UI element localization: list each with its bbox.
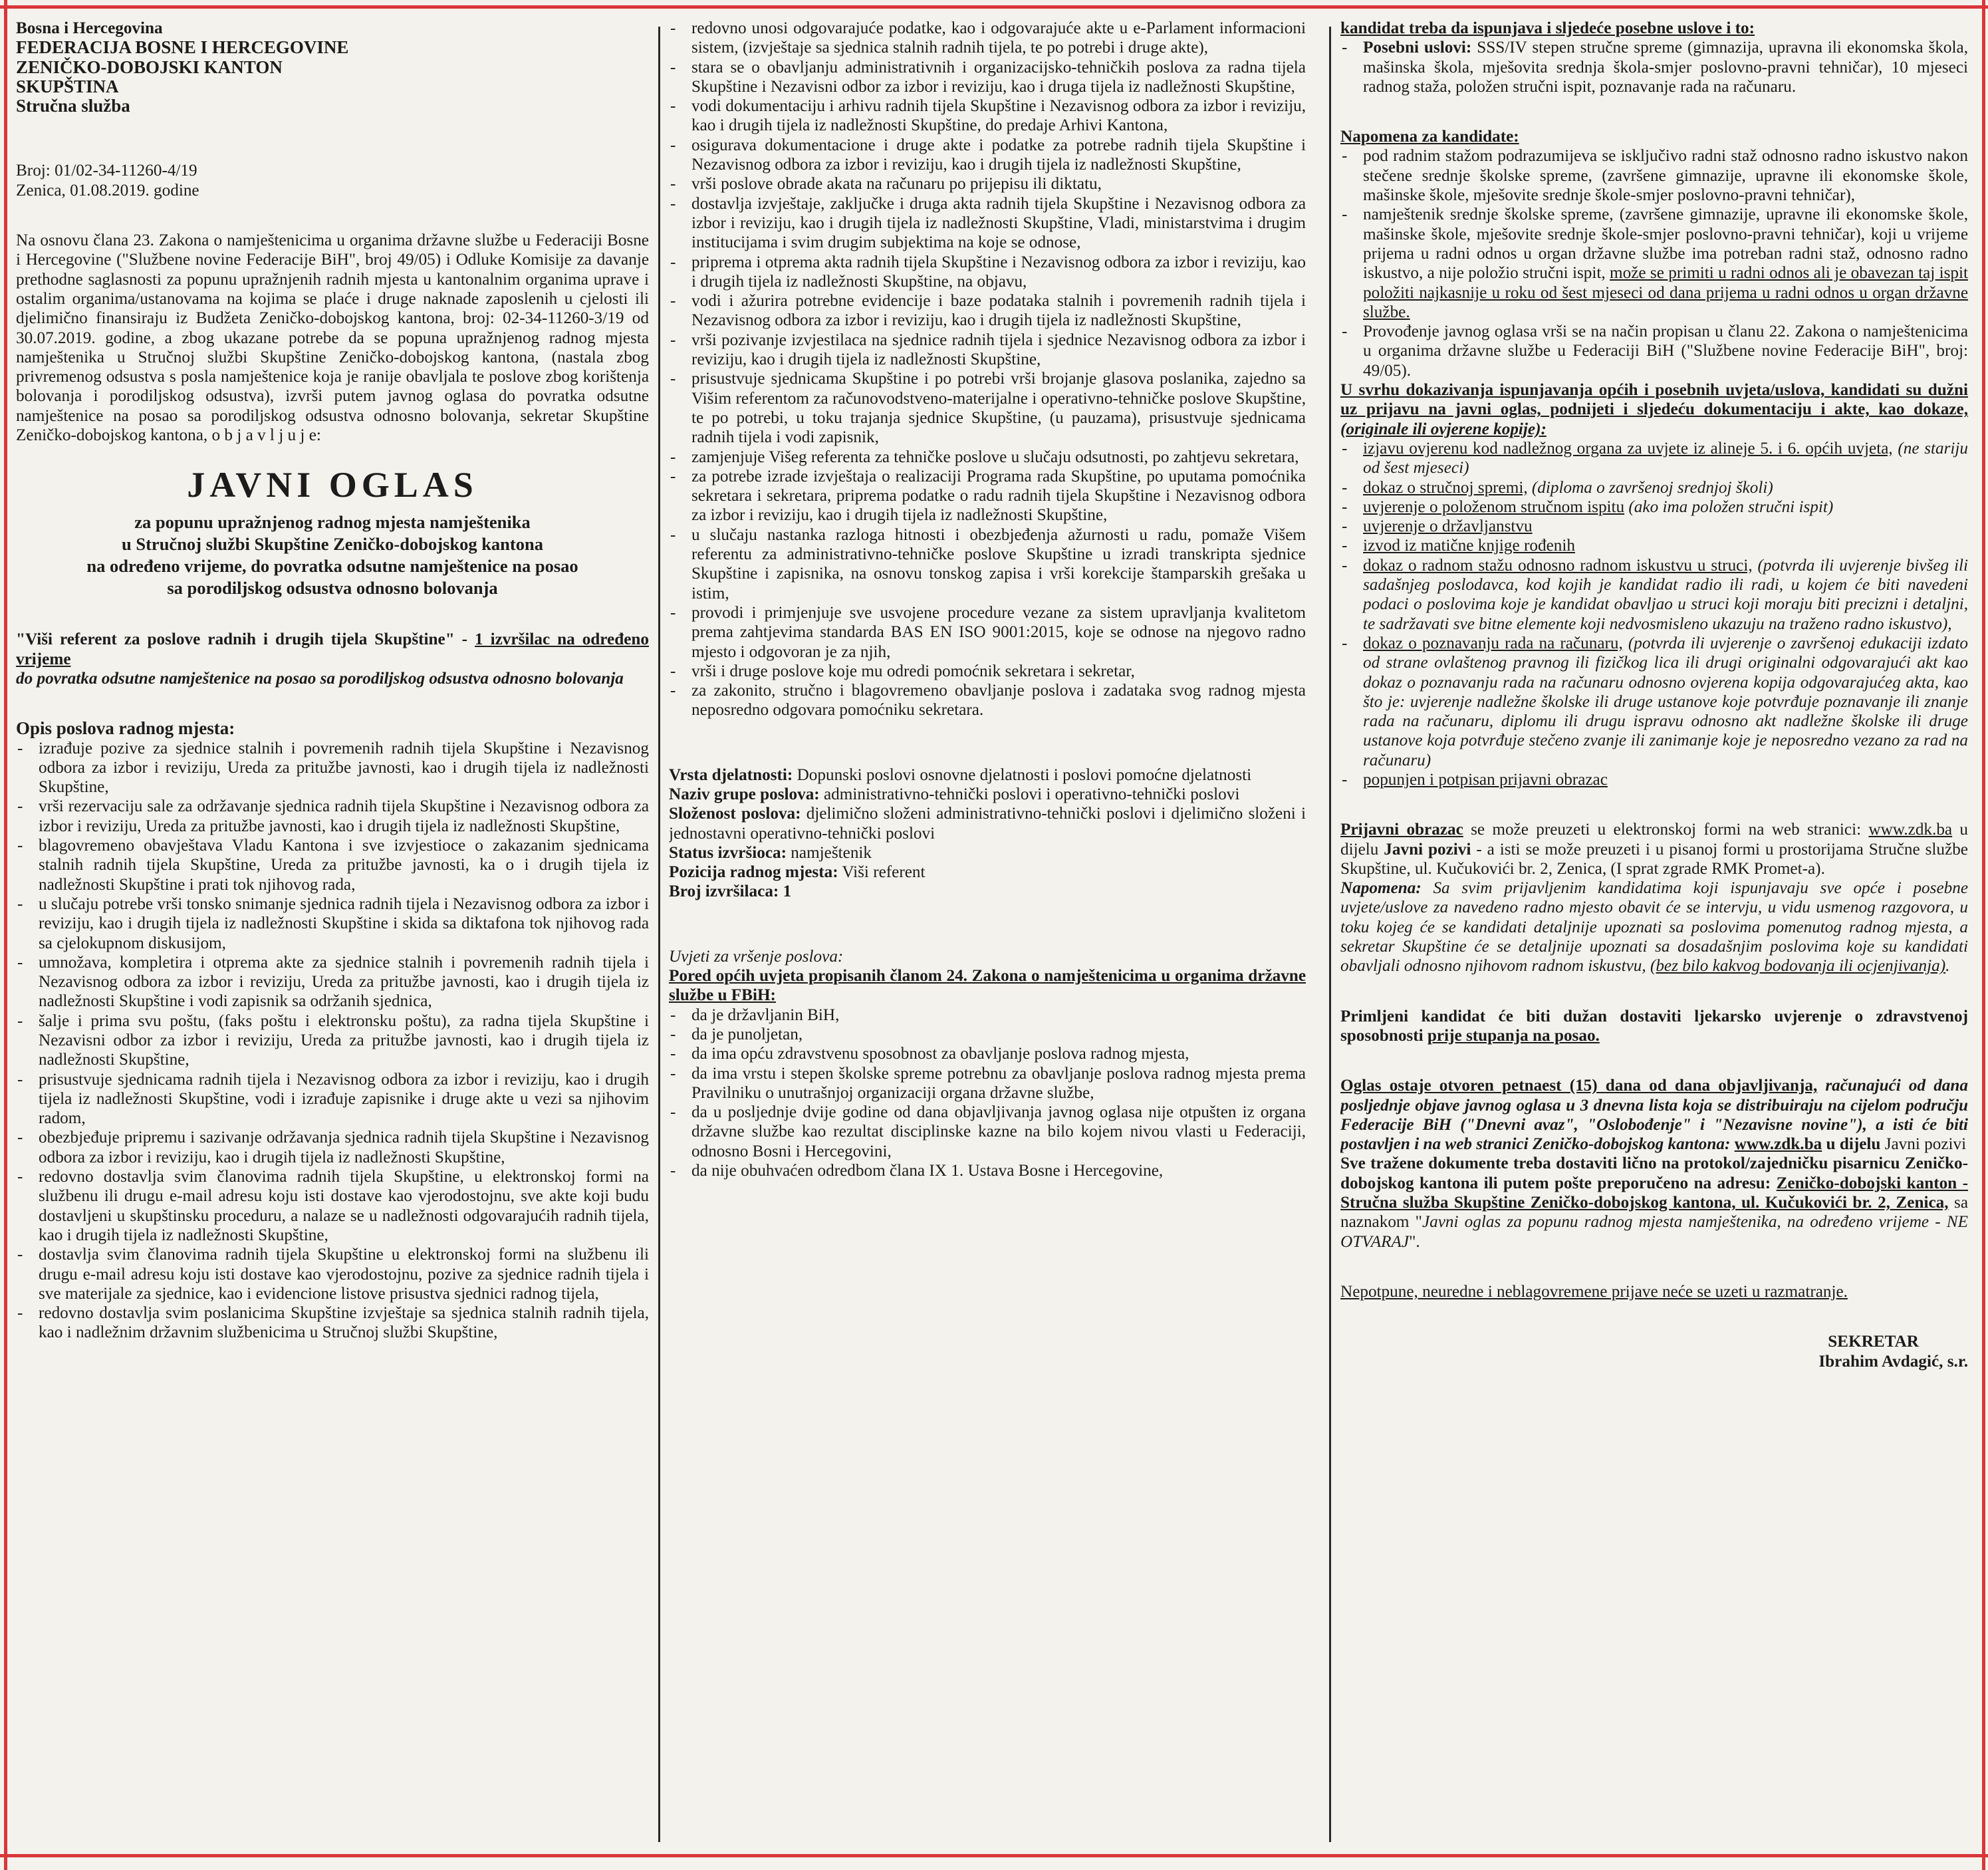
interview-note [1340,878,1968,976]
duty-item: - u slučaju potrebe vrši tonsko snimanje sjednica radnih tijela i Nezavisnog odbora za izbor i reviziju, kao i drugih tijela iz nadležnosti Skupštine i skida sa diktafona tok njihovog rada sa cjelokupnom diskusijom, [16,894,649,953]
detail-row [669,804,1306,843]
duty-item: - provodi i primjenjuje sve usvojene procedure vezane za sistem upravljanja kvalitetom prema zahtjevima standarda BAS EN ISO 9001:2015, koje se odnose na njegovo radno mjesto i odgovoran je za njih, [669,603,1306,662]
duty-item: - prisustvuje sjednicama radnih tijela i Nezavisnog odbora za izbor i reviziju, kao i drugih tijela iz nadležnosti Skupštine, vodi i izrađuje zapisnike i druge akte u vezi sa njihovim radom, [16,1070,649,1129]
document-name: dokaz o radnom stažu odnosno radnom iskustvu u struci, [1363,556,1753,575]
interview-note-underlined: (bez bilo kakvog bodovanja ili ocjenjivanja) [1650,957,1946,976]
detail-value: djelimično složeni administrativno-tehnički poslovi i djelimično složeni i jednostavni operativno-tehnički poslovi [669,805,1306,843]
document-note: (ako ima položen stručni ispit) [1624,497,1834,516]
application-form-paragraph [1340,820,1968,878]
condition-item: - da je punoljetan, [669,1025,1306,1044]
header-line: FEDERACIJA BOSNE I HERCEGOVINE [16,37,349,58]
special-conditions-list [1340,38,1968,96]
duty-item: - za potrebe izrade izvještaja o realizaciji Programa rada Skupštine, po uputama pomoćnika sekretara i sekretara, priprema podatke o radu radnih tijela Skupštine i Nezavisnog odbora za izbor i reviziju, kao i drugih tijela iz nadležnosti Skupštine, [669,467,1306,525]
duty-item: - umnožava, kompletira i otprema akte za sjednice stalnih i povremenih radnih tijela i Nezavisnog odbora za izbor i reviziju, Ureda za pritužbe javnosti, kao i drugih tijela iz nadležnosti Skupštine i vodi zapisnik sa održanih sjednica, [16,953,649,1011]
general-conditions-list [669,1005,1306,1181]
duty-item: - redovno dostavlja svim poslanicima Skupštine izvještaje sa sjednica stalnih radnih tijela, kao i nadležnim državnim službenicima u Stručnoj službi Skupštine, [16,1303,649,1343]
duty-item: - dostavlja svim članovima radnih tijela Skupštine u elektronskoj formi na službenu ili drugu e-mail adresu koju isti dostave kao vjerodostojnu, pozive za sjednice radnih tijela i sve materijale za sjednice, kao i evidencione listove prisustva sjednici radnog tijela, [16,1245,649,1303]
application-form-label: Prijavni obrazac [1340,821,1463,839]
special-conditions-heading: kandidat treba da ispunjava i sljedeće posebne uslove i to: [1340,19,1755,37]
red-border-right [1982,0,1985,1870]
submission-text: sa naznakom " [1340,1194,1968,1232]
duty-item: - priprema i otprema akta radnih tijela Skupštine i Nezavisnog odbora za izbor i reviziju, kao i drugih tijela iz nadležnosti Skupštine, na objavu, [669,253,1306,292]
section-name: Javni pozivi [1384,840,1471,859]
red-border-bottom [0,1854,1988,1857]
detail-row [669,882,1306,901]
website-link[interactable]: www.zdk.ba [1868,821,1953,839]
document-item [1340,497,1968,517]
document-item [1340,439,1968,478]
documents-heading-italic: (originale ili ovjerene kopije): [1340,420,1547,438]
documents-heading [1340,380,1968,439]
document-item [1340,536,1968,555]
note-text: namještenik srednje školske spreme, (završene gimnazije, upravne ili ekonomske škole, mašinske škole, mješovite srednje škole-smjer poslovno-pravni tehničar), koji u vrijeme prijema u radni odnos u organ državne službe ima potreban radni staž, odnosno radno iskustvo, a nije položio stručni ispit, [1363,205,1968,283]
column-2 [669,19,1306,1841]
note-obligation: može se primiti u radni odnos ali je obavezan taj ispit položiti najkasnije u roku od šest mjeseci od dana prijema u radni odnos u organ državne službe. [1363,264,1968,321]
header-line: Stručna služba [16,96,130,116]
note-item: - pod radnim stažom podrazumijeva se isključivo radni staž odnosno radno iskustvo nakon stečene srednje školske spreme, (završene gimnazije, upravne ili ekonomske škole, mašinske škole, mješovite srednje škole-smjer poslovno-pravni tehničar), [1340,146,1968,205]
documents-heading-text: U svrhu dokazivanja ispunjavanja općih i posebnih uvjeta/uslova, kandidati su dužni uz prijavu na javni oglas, podnijeti i sljedeću dokumentaciju i akte, kao dokaze, [1340,381,1968,419]
detail-value: administrativno-tehnički poslovi i operativno-tehnički poslovi [819,785,1240,803]
duty-item: - osigurava dokumentacione i druge akte i podatke za potrebe radnih tijela Skupštine i Nezavisnog odbora za izbor i reviziju, kao i drugih tijela iz nadležnosti Skupštine, [669,136,1306,175]
header-line: SKUPŠTINA [16,76,119,96]
duty-item: - vrši poslove obrade akata na računaru po prijepisu ili diktatu, [669,174,1306,194]
detail-row [669,765,1306,785]
document-item [1340,556,1968,634]
condition-item: - da ima opću zdravstvenu sposobnost za obavljanje poslova radnog mjesta, [669,1044,1306,1063]
submission-text: Sve tražene dokumente treba dostaviti lično na protokol/zajedničku pisarnicu Zeničko-dobojskog kantona ili putem pošte preporučeno na adresu: [1340,1154,1968,1192]
submission-end: ". [1409,1232,1420,1251]
duty-item: - izrađuje pozive za sjednice stalnih i povremenih radnih tijela Skupštine i Nezavisnog odbora za izbor i reviziju, Ureda za pritužbe javnosti, kao i drugih tijela iz nadležnosti Skupštine, [16,739,649,797]
application-form-text: se može preuzeti u elektronskoj formi na web stranici: [1463,821,1869,839]
note-item: - Provođenje javnog oglasa vrši se na način propisan u članu 22. Zakona o namještenicima u organima državne službe u Federaciji BiH ("Službene novine Federacije BiH", broj: 49/05). [1340,322,1968,380]
duty-item: - redovno dostavlja svim članovima radnih tijela Skupštine, u elektronskoj formi na službenu ili drugu e-mail adresu koju isti dostave kao vjerodostojnu, sve akte koji budu dostavljeni u skupštinsku proceduru, a nalaze se u nadležnosti odgovarajućih radnih tijela, kao i drugih tijela iz nadležnosti Skupštine, [16,1167,649,1245]
document-note: (potvrda ili uvjerenje o završenoj edukaciji izdato od strane ovlaštenog pravnog ili fizičkog lica ili drugi originalni odgovarajući akt kao dokaz o poznavanju rada na računaru odnosno ovjerena kopija odgovarajućeg akta, kao što je: uvjerenje nadležne školske ili druge ustanove koje potvrđuje poznavanje ili znanje rada na računaru, diplomu ili drugu ispravu odnosno akt nadležne školske ili druge ustanove koja potvrđuje stečeno zvanje ili zanimanje koje je neposredno vezano za rad na računaru) [1363,634,1968,769]
candidate-notes-heading: Napomena za kandidate: [1340,128,1519,146]
position-count: 1 izvršilac na određeno vrijeme [16,630,649,668]
interview-note-end: . [1945,957,1950,976]
submission-address: Zeničko-dobojski kanton - Stručna služba Skupštine Zeničko-dobojskog kantona, ul. Kučukovići br. 2, Zenica, [1340,1174,1968,1212]
submission-paragraph [1340,1154,1968,1251]
document-note: (diploma o završenoj srednjoj školi) [1527,478,1773,497]
duty-item: - vodi i ažurira potrebne evidencije i baze podataka stalnih i povremenih radnih tijela i Nezavisnog odbora za izbor i reviziju, kao i drugih tijela iz nadležnosti Skupštine, [669,291,1306,331]
duties-list-1 [16,739,649,1343]
condition-item: - da u posljednje dvije godine od dana objavljivanja javnog oglasa nije otpušten iz organa državne službe kao rezultat disciplinske kazne na bilo kojem nivou vlasti u Federaciji, odnosno Bosni i Hercegovini, [669,1103,1306,1161]
detail-row [669,843,1306,863]
signature-name: Ibrahim Avdagić, s.r. [1818,1352,1968,1371]
red-border-left [4,0,7,1870]
notice-subtitle: za popunu upražnjenog radnog mjesta namještenika [134,512,531,533]
deadline-text: u dijelu [1822,1135,1885,1154]
duty-item: - vrši i druge poslove koje mu odredi pomoćnik sekretara i sekretar, [669,662,1306,681]
detail-label: Složenost poslova: [669,805,801,823]
document-item [1340,478,1968,497]
website-link[interactable]: www.zdk.ba [1734,1135,1822,1154]
duty-item: - vodi dokumentaciju i arhivu radnih tijela Skupštine i Nezavisnog odbora za izbor i reviziju, kao i drugih tijela iz nadležnosti Skupštine, do predaje Arhivi Kantona, [669,96,1306,136]
position-title [16,630,649,669]
special-condition-label: Posebni uslovi: [1363,39,1472,57]
detail-label: Naziv grupe poslova: [669,785,820,803]
detail-value: Viši referent [838,863,926,882]
duties-heading: Opis poslova radnog mjesta: [16,718,235,739]
document-name: izjavu ovjerenu kod nadležnog organa za uvjete iz alineje 5. i 6. općih uvjeta, [1363,439,1893,458]
duties-list-2 [669,19,1306,720]
detail-label: Status izvršioca: [669,843,787,862]
medical-certificate-paragraph [1340,1007,1968,1046]
application-form-text: - a isti se može preuzeti i u pisanoj formi u prostorijama Stručne službe Skupštine, ul. Kučukovići br. 2, Zenica, (I sprat zgrade RMK Promet-a). [1340,840,1968,878]
note-item [1340,205,1968,322]
duty-item: - vrši pozivanje izvjestilaca na sjednice radnih tijela i sjednice Nezavisnog odbora za izbor i reviziju, kao i drugih tijela iz nadležnosti Skupštine, [669,331,1306,370]
document-name: dokaz o poznavanju rada na računaru, [1363,634,1623,652]
document-name: uvjerenje o državljanstvu [1363,517,1533,536]
detail-row [669,785,1306,804]
documents-list [1340,439,1968,789]
section-name: Javni pozivi [1884,1135,1967,1154]
condition-item: - da je državljanin BiH, [669,1005,1306,1025]
duty-item: - dostavlja izvještaje, zaključke i druga akta radnih tijela Skupštine i Nezavisnog odbora za izbor i reviziju, kao i drugih tijela iz nadležnosti Skupštine, Vladi, ministarstvima i drugim institucijama i svim drugim subjektima na koje se odnose, [669,194,1306,253]
detail-value: Dopunski poslovi osnovne djelatnosti i poslovi pomoćne djelatnosti [793,765,1252,784]
signature-title: SEKRETAR [1828,1333,1919,1351]
condition-item: - da nije obuhvaćen odredbom člana IX 1. Ustava Bosne i Hercegovine, [669,1161,1306,1180]
detail-label: Vrsta djelatnosti: [669,765,793,784]
notice-title: JAVNI OGLAS [187,465,478,505]
deadline-paragraph [1340,1076,1968,1154]
incomplete-applications-note: Nepotpune, neuredne i neblagovremene prijave neće se uzeti u razmatranje. [1340,1282,1848,1301]
column-divider-2 [1329,27,1331,1842]
duty-item: - za zakonito, stručno i blagovremeno obavljanje poslova i zadataka svog radnog mjesta neposredno odgovara pomoćniku sekretara. [669,681,1306,720]
duty-item: - obezbjeđuje pripremu i sazivanje održavanja sjednica radnih tijela Skupštine i Nezavisnog odbora za izbor i reviziju, kao i drugih tijela iz nadležnosti Skupštine, [16,1128,649,1167]
document-name: izvod iz matične knjige rođenih [1363,537,1575,555]
column-3 [1340,19,1968,1841]
detail-label: Broj izvršilaca: 1 [669,882,792,901]
special-condition-text: SSS/IV stepen stručne spreme (gimnazija, upravna ili ekonomska škola, mašinska škola, mješovita srednja škola-smjer poslovno-pravni tehničar), 10 mjeseci radnog staža, položen stručni ispit, poznavanje rada na računaru. [1363,39,1968,96]
general-conditions-intro: Pored općih uvjeta propisanih članom 24. Zakona o namještenicima u organima državne službe u FBiH: [669,967,1306,1005]
duty-item: - redovno unosi odgovarajuće podatke, kao i odgovarajuće akte u e-Parlament informacioni sistem, (izvještaje sa sjednica stalnih radnih tijela, te po potrebi i druge akte), [669,19,1306,58]
notice-subtitle: sa porodiljskog odsustva odnosno bolovanja [167,578,498,599]
detail-value: namještenik [787,843,872,862]
position-note: do povratka odsutne namještenice na posao sa porodiljskog odsustva odnosno bolovanja [16,669,624,688]
column-divider-1 [658,27,660,1842]
deadline-underlined: Oglas ostaje otvoren petnaest (15) dana od dana objavljivanja, [1340,1077,1818,1095]
application-form-text: u dijelu [1340,821,1968,859]
duty-item: - stara se o obavljanju administrativnih i organizacijsko-tehničkih poslova za radna tijela Skupštine i Nezavisni odbor za izbor i reviziju, kao i druga tijela iz nadležnosti Skupštine, [669,58,1306,97]
red-border-top [0,5,1988,9]
notice-subtitle: u Stručnoj službi Skupštine Zeničko-dobojskog kantona [122,534,543,555]
document-number: Broj: 01/02-34-11260-4/19 [16,162,197,180]
document-item [1340,634,1968,770]
position-name: "Viši referent za poslove radnih i drugih tijela Skupštine" - [16,630,475,649]
header-line: ZENIČKO-DOBOJSKI KANTON [16,57,283,77]
interview-note-label: Napomena: [1340,879,1422,898]
notice-subtitle: na određeno vrijeme, do povratka odsutne namještenice na posao [86,556,578,577]
deadline-text: računajući od dana posljednje objave javnog oglasa u 3 dnevna lista koja se distribuiraju na cijelom području Federacije BiH ("Dnevni avaz", "Oslobođenje" i "Nezavisne novine"), a isti će biti postavljen i na web stranici Zeničko-dobojskog kantona: [1340,1077,1968,1154]
duty-item: - zamjenjuje Višeg referenta za tehničke poslove u slučaju odsutnosti, po zahtjevu sekretara, [669,448,1306,467]
medical-text: Primljeni kandidat će biti dužan dostaviti ljekarsko uvjerenje o zdravstvenoj sposobnosti [1340,1007,1968,1045]
duty-item: - blagovremeno obavještava Vladu Kantona i sve izvjestioce o zakazanim sjednicama stalnih radnih tijela Skupštine, Ureda za pritužbe javnosti, ka o i drugih tijela iz nadležnosti Skupštine i prati tok njihovog rada, [16,836,649,894]
duty-item: - vrši rezervaciju sale za održavanje sjednica radnih tijela Skupštine i Nezavisnog odbora za izbor i reviziju, Ureda za pritužbe javnosti, kao i drugih tijela iz nadležnosti Skupštine, [16,797,649,836]
duty-item: - prisustvuje sjednicama Skupštine i po potrebi vrši brojanje glasova poslanika, zajedno sa Višim referentom za računovodstveno-materijalne i operativno-tehničke poslove Skupštine, te po potrebi, u toku trajanja sjednice Skupštine, (u pauzama), prisustvuje sjednicama radnih tijela i vodi zapisnik, [669,369,1306,447]
medical-underlined: prije stupanja na posao. [1427,1026,1600,1045]
header-line: Bosna i Hercegovina [16,19,163,37]
document-note: (ne stariju od šest mjeseci) [1363,439,1968,477]
column-1 [16,19,649,1841]
conditions-heading: Uvjeti za vršenje poslova: [669,947,844,966]
candidate-notes-list [1340,146,1968,380]
duty-item: - šalje i prima svu poštu, (faks poštu i elektronsku poštu), za radna tijela Skupštine i Nezavisni odbor za izbor i reviziju, Ureda za pritužbe javnosti, kao i drugih tijela iz nadležnosti Skupštine, [16,1011,649,1070]
position-details [669,765,1306,902]
document-date: Zenica, 01.08.2019. godine [16,181,199,200]
document-name: uvjerenje o položenom stručnom ispitu [1363,497,1625,516]
document-name: popunjen i potpisan prijavni obrazac [1363,770,1608,789]
intro-paragraph: Na osnovu člana 23. Zakona o namještenicima u organima državne službe u Federaciji Bosne i Hercegovine ("Službene novine Federacije BiH", broj 49/05) i Odluke Komisije za davanje prethodne saglasnosti za popunu upražnjenih radnih mjesta u kantonalnim organima uprave i ostalim organima/ustanovama na kojima se plaće i druge naknade zaposlenih u cjelosti ili djelimično finansiraju iz Budžeta Zeničko-dobojskog kantona, broj: 02-34-11260-3/19 od 30.07.2019. godine, a zbog ukazane potrebe da se popuna upražnjenog radnog mjesta namještenika u Stručnoj službi Skupštine Zeničko-dobojskog kantona, (nastala zbog privremenog odsustva s posla namještenice koja je ranije obavljala te poslove zbog korištenja bolovanja i porodiljskog odsustva), izvrši putem javnog oglasa do povratka odsutne namještenice na posao sa porodiljskog odsustva odnosno bolovanja, sekretar Skupštine Zeničko-dobojskog kantona, o b j a v l j u j e: [16,231,649,445]
special-condition-item [1340,38,1968,96]
document-item [1340,517,1968,536]
document-note: (potvrda ili uvjerenje bivšeg ili sadašnjeg poslodavca, kod kojih je kandidat radio ili radi, u kojem će biti navedeni podaci o poslovima koje je kandidat obavljao u struci koji moraju biti precizni i detaljni, te sadržavati sve bitne elemente koji nedvosmisleno ukazuju na traženo radno iskustvo), [1363,556,1968,633]
duty-item: - u slučaju nastanka razloga hitnosti i obezbjeđenja ažurnosti u radu, pomaže Višem referentu za administrativno-tehničke poslove Skupštine u izradi transkripta sjednice Skupštine i zapisnika, na osnovu tonskog zapisa i vrši korekcije štamparskih grešaka u istim, [669,525,1306,603]
document-name: dokaz o stručnoj spremi, [1363,478,1528,497]
issuer-header [16,19,649,116]
condition-item: - da ima vrstu i stepen školske spreme potrebnu za obavljanje poslova radnog mjesta prema Pravilniku o unutrašnjoj organizaciji organa državne službe, [669,1064,1306,1103]
envelope-label: Javni oglas za popunu radnog mjesta namještenika, na određeno vrijeme - NE OTVARAJ [1340,1213,1968,1251]
detail-row [669,863,1306,882]
detail-label: Pozicija radnog mjesta: [669,863,838,882]
interview-note-text: Sa svim prijavljenim kandidatima koji ispunjavaju sve opće i posebne uvjete/uslove za navedeno radno mjesto obavit će se intervju, u vidu usmenog razgovora, u toku kojeg će se kandidati detaljnije upoznati sa poslovima pomenutog radnog mjesta, a sekretar Skupštine će se detaljnije upoznati sa dosadašnjim poslovima koje su kandidati obavljali odnosno njihovom radnom iskustvu, [1340,879,1968,976]
document-item [1340,770,1968,789]
